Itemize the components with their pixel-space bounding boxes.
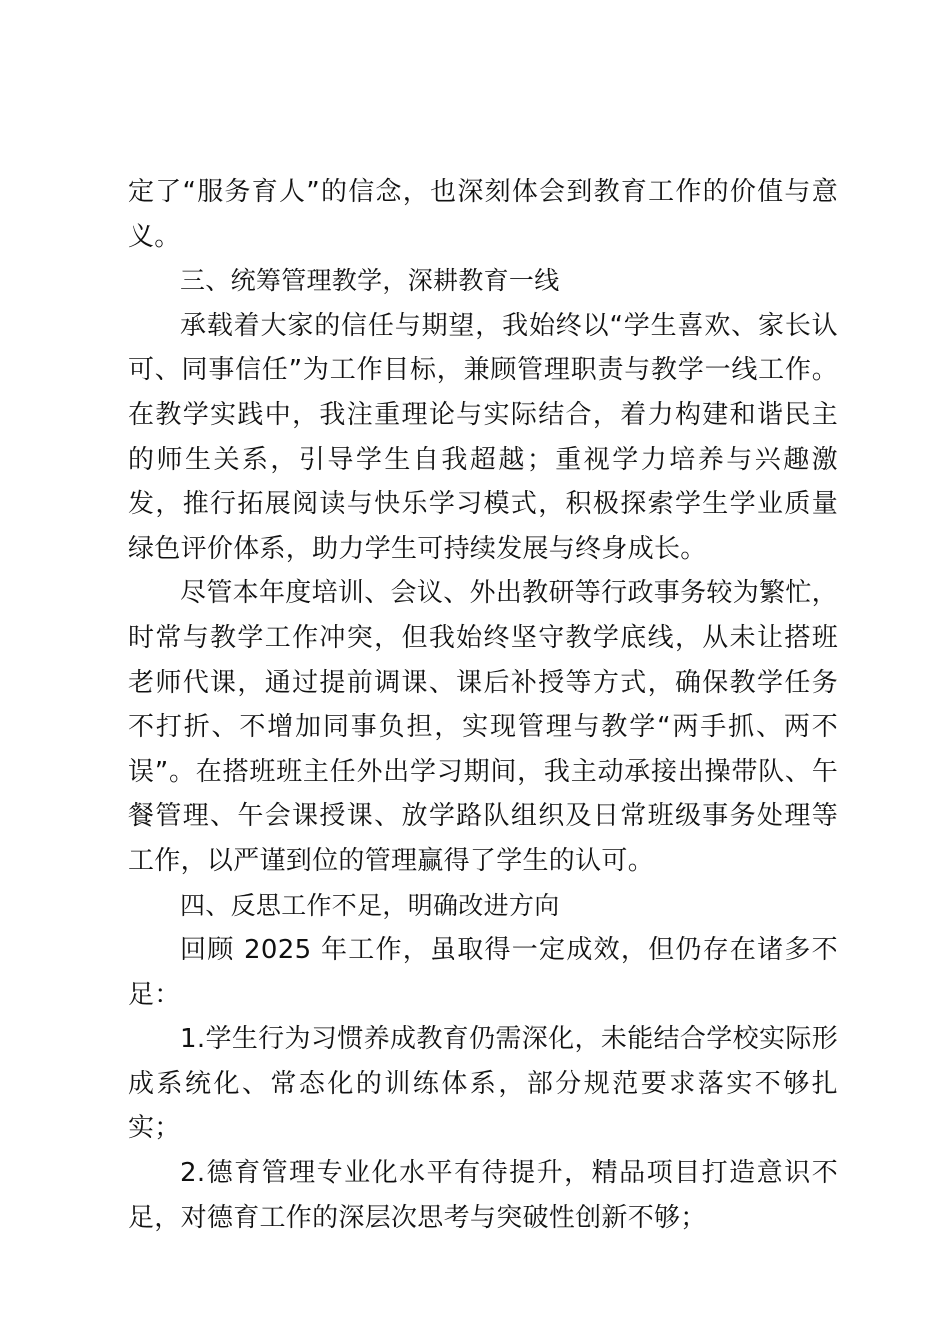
paragraph-review-intro: 回顾 2025 年工作，虽取得一定成效，但仍存在诸多不足： [128, 935, 838, 1010]
document-page [128, 170, 838, 1240]
paragraph-balancing-duties: 尽管本年度培训、会议、外出教研等行政事务较为繁忙，时常与教学工作冲突，但我始终坚守教学底线，从未让搭班老师代课，通过提前调课、课后补授等方式，确保教学任务不打折、不增加同事负担，实现管理与教学“两手抓、两不误”。在搭班班主任外出学习期间，我主动承接出操带队、午餐管理、午会课授课、放学路队组织及日常班级事务处理等工作，以严谨到位的管理赢得了学生的认可。 [128, 578, 838, 876]
section-heading-3: 三、统筹管理教学，深耕教育一线 [180, 266, 560, 296]
paragraph-teaching-goals: 承载着大家的信任与期望，我始终以“学生喜欢、家长认可、同事信任”为工作目标，兼顾管理职责与教学一线工作。在教学实践中，我注重理论与实际结合，着力构建和谐民主的师生关系，引导学生自我超越；重视学力培养与兴趣激发，推行拓展阅读与快乐学习模式，积极探索学生学业质量绿色评价体系，助力学生可持续发展与终身成长。 [128, 310, 838, 564]
list-item-2: 2.德育管理专业化水平有待提升，精品项目打造意识不足，对德育工作的深层次思考与突破性创新不够； [128, 1158, 838, 1233]
list-item-1: 1.学生行为习惯养成教育仍需深化，未能结合学校实际形成系统化、常态化的训练体系，部分规范要求落实不够扎实； [128, 1024, 838, 1144]
paragraph-continuation: 定了“服务育人”的信念，也深刻体会到教育工作的价值与意义。 [128, 177, 838, 252]
section-heading-4: 四、反思工作不足，明确改进方向 [180, 890, 560, 920]
